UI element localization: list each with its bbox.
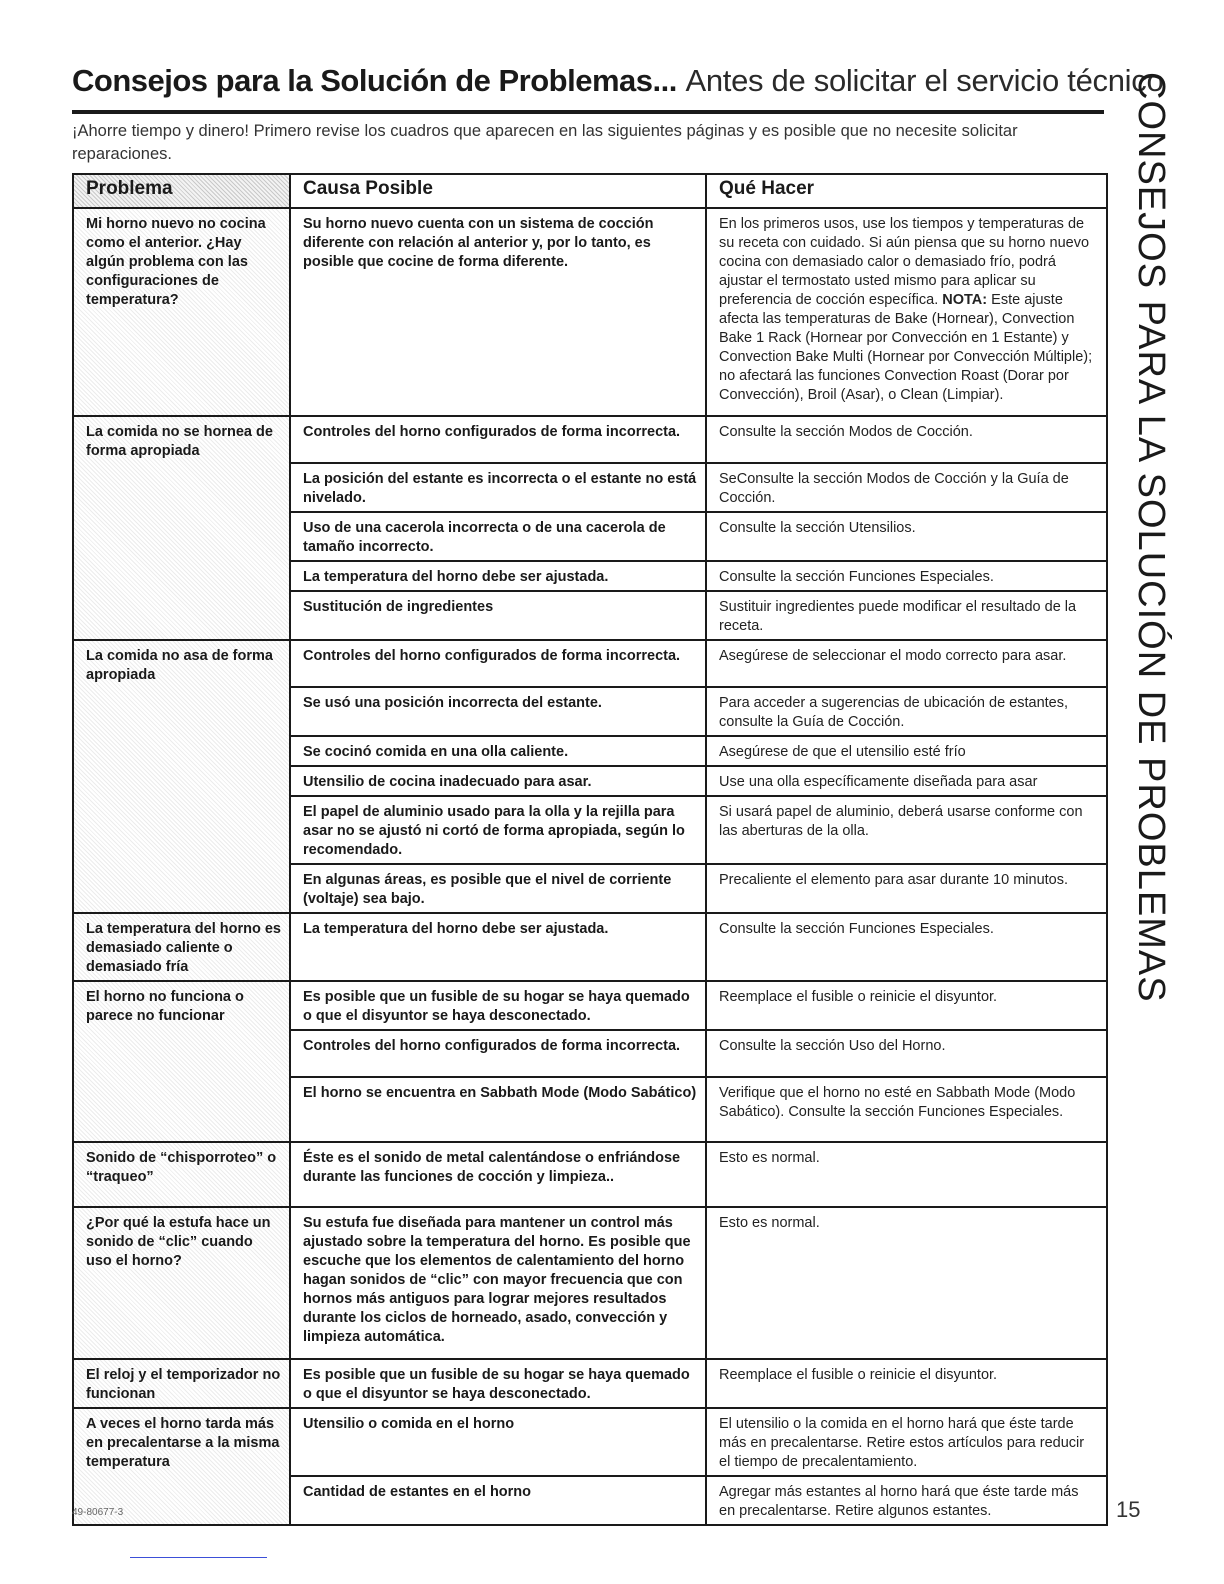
- problem-cell: Sonido de “chisporroteo” o “traqueo”: [73, 1142, 290, 1207]
- cause-cell: Sustitución de ingredientes: [290, 591, 706, 640]
- document-code: 49-80677-3: [72, 1507, 124, 1518]
- fix-cell: [706, 1077, 1107, 1142]
- cause-cell: Controles del horno configurados de forma incorrecta.: [290, 416, 706, 463]
- fix-cell: [706, 512, 1107, 561]
- title-divider: [72, 110, 1104, 114]
- troubleshooting-table: [72, 173, 1108, 1526]
- table-row: [73, 1207, 1107, 1359]
- fix-text: Para acceder a sugerencias de ubicación de estantes, consulte la Guía de Cocción.: [719, 695, 1069, 730]
- fix-text: Consulte la sección Utensilios.: [719, 520, 916, 536]
- page-title: [72, 62, 1164, 99]
- page-title-bold: Consejos para la Solución de Problemas...: [72, 63, 677, 98]
- cause-cell: Controles del horno configurados de forma incorrecta.: [290, 640, 706, 687]
- fix-text: Use una olla específicamente diseñada para asar: [719, 774, 1038, 790]
- cause-cell: Éste es el sonido de metal calentándose o enfriándose durante las funciones de cocción y limpieza..: [290, 1142, 706, 1207]
- page-title-subtitle: Antes de solicitar el servicio técnico: [685, 63, 1164, 98]
- fix-cell: [706, 1142, 1107, 1207]
- fix-cell: [706, 913, 1107, 981]
- table-body: [73, 208, 1107, 1525]
- fix-text: El utensilio o la comida en el horno hará que éste tarde más en precalentarse. Retire estos artículos para reducir el tiempo de precalentamiento.: [719, 1416, 1085, 1470]
- fix-cell: [706, 981, 1107, 1030]
- fix-note: Este ajuste afecta las temperaturas de Bake (Hornear), Convection Bake 1 Rack (Hornear por Convección en 1 Estante) y Convection Bake Multi (Hornear por Convección Múltiple); no afectará las funciones Convection Roast (Dorar por Convección), Broil (Asar), o Clean (Limpiar).: [719, 292, 1093, 403]
- fix-text: Si usará papel de aluminio, deberá usarse conforme con las aberturas de la olla.: [719, 804, 1083, 839]
- table-row: [73, 640, 1107, 687]
- cause-cell: Uso de una cacerola incorrecta o de una cacerola de tamaño incorrecto.: [290, 512, 706, 561]
- cause-cell: Se cocinó comida en una olla caliente.: [290, 736, 706, 766]
- table-row: [73, 1142, 1107, 1207]
- fix-text: Esto es normal.: [719, 1150, 820, 1166]
- table-row: [73, 208, 1107, 416]
- fix-cell: [706, 1207, 1107, 1359]
- fix-text: Consulte la sección Modos de Cocción.: [719, 424, 973, 440]
- cause-cell: En algunas áreas, es posible que el nivel de corriente (voltaje) sea bajo.: [290, 864, 706, 913]
- fix-text: Precaliente el elemento para asar durante 10 minutos.: [719, 872, 1069, 888]
- cause-cell: Su estufa fue diseñada para mantener un control más ajustado sobre la temperatura del horno. Es posible que escuche que los elementos de calentamiento del horno hagan sonidos de “clic” con mayor frecuencia que con hornos más antiguos para lograr mejores resultados durante los ciclos de horneado, asado, convección y limpieza automática.: [290, 1207, 706, 1359]
- problem-cell: ¿Por qué la estufa hace un sonido de “clic” cuando uso el horno?: [73, 1207, 290, 1359]
- problem-cell: Mi horno nuevo no cocina como el anterior. ¿Hay algún problema con las configuraciones de temperatura?: [73, 208, 290, 416]
- problem-cell: El reloj y el temporizador no funcionan: [73, 1359, 290, 1408]
- fix-text: Esto es normal.: [719, 1215, 820, 1231]
- fix-cell: [706, 208, 1107, 416]
- cause-cell: Es posible que un fusible de su hogar se haya quemado o que el disyuntor se haya desconectado.: [290, 981, 706, 1030]
- problem-cell: El horno no funciona o parece no funcionar: [73, 981, 290, 1142]
- table-header-row: [73, 174, 1107, 208]
- cause-cell: Utensilio de cocina inadecuado para asar.: [290, 766, 706, 796]
- fix-cell: [706, 463, 1107, 512]
- fix-text: En los primeros usos, use los tiempos y temperaturas de su receta con cuidado. Si aún piensa que su horno nuevo cocina con demasiado calor o demasiado frío, podrá ajustar el termostato usted mismo para aplicar su preferencia de cocción específica.: [719, 216, 1090, 308]
- fix-text: Consulte la sección Funciones Especiales.: [719, 569, 994, 585]
- fix-text: Consulte la sección Funciones Especiales.: [719, 921, 994, 937]
- table-row: [73, 913, 1107, 981]
- table-row: [73, 416, 1107, 463]
- fix-text: Asegúrese de seleccionar el modo correcto para asar.: [719, 648, 1067, 664]
- fix-cell: [706, 687, 1107, 736]
- fix-cell: [706, 640, 1107, 687]
- cause-cell: Cantidad de estantes en el horno: [290, 1476, 706, 1525]
- cause-cell: Controles del horno configurados de forma incorrecta.: [290, 1030, 706, 1077]
- problem-cell: La temperatura del horno es demasiado caliente o demasiado fría: [73, 913, 290, 981]
- footer-line: [130, 1557, 267, 1558]
- fix-text: Agregar más estantes al horno hará que éste tarde más en precalentarse. Retire algunos estantes.: [719, 1484, 1079, 1519]
- cause-cell: Se usó una posición incorrecta del estante.: [290, 687, 706, 736]
- fix-cell: [706, 1030, 1107, 1077]
- column-header-problem: Problema: [73, 174, 290, 208]
- fix-text: Reemplace el fusible o reinicie el disyuntor.: [719, 989, 998, 1005]
- fix-cell: [706, 864, 1107, 913]
- fix-cell: [706, 736, 1107, 766]
- fix-text: Consulte la sección Uso del Horno.: [719, 1038, 946, 1054]
- cause-cell: La temperatura del horno debe ser ajustada.: [290, 913, 706, 981]
- fix-text: Reemplace el fusible o reinicie el disyuntor.: [719, 1367, 998, 1383]
- page-number: 15: [1116, 1497, 1141, 1522]
- fix-cell: [706, 1359, 1107, 1408]
- cause-cell: Su horno nuevo cuenta con un sistema de cocción diferente con relación al anterior y, por lo tanto, es posible que cocine de forma diferente.: [290, 208, 706, 416]
- fix-text: SeConsulte la sección Modos de Cocción y la Guía de Cocción.: [719, 471, 1069, 506]
- fix-cell: [706, 591, 1107, 640]
- table-row: [73, 1359, 1107, 1408]
- cause-cell: La temperatura del horno debe ser ajustada.: [290, 561, 706, 591]
- side-section-title: CONSEJOS PARA LA SOLUCIÓN DE PROBLEMAS: [1130, 72, 1172, 1003]
- intro-text: ¡Ahorre tiempo y dinero! Primero revise los cuadros que aparecen en las siguientes páginas y es posible que no necesite solicitar reparaciones.: [72, 122, 1018, 163]
- table-row: [73, 981, 1107, 1030]
- table-row: [73, 1408, 1107, 1476]
- fix-text: Asegúrese de que el utensilio esté frío: [719, 744, 966, 760]
- fix-note-label: NOTA:: [942, 292, 988, 308]
- problem-cell: La comida no se hornea de forma apropiada: [73, 416, 290, 640]
- cause-cell: El papel de aluminio usado para la olla y la rejilla para asar no se ajustó ni cortó de forma apropiada, según lo recomendado.: [290, 796, 706, 864]
- problem-cell: A veces el horno tarda más en precalentarse a la misma temperatura: [73, 1408, 290, 1525]
- cause-cell: El horno se encuentra en Sabbath Mode (Modo Sabático): [290, 1077, 706, 1142]
- fix-cell: [706, 796, 1107, 864]
- fix-text: Sustituir ingredientes puede modificar el resultado de la receta.: [719, 599, 1077, 634]
- fix-cell: [706, 561, 1107, 591]
- fix-cell: [706, 1408, 1107, 1476]
- column-header-fix: Qué Hacer: [706, 174, 1107, 208]
- fix-cell: [706, 766, 1107, 796]
- problem-cell: La comida no asa de forma apropiada: [73, 640, 290, 913]
- cause-cell: Utensilio o comida en el horno: [290, 1408, 706, 1476]
- fix-cell: [706, 1476, 1107, 1525]
- fix-text: Verifique que el horno no esté en Sabbath Mode (Modo Sabático). Consulte la sección Funciones Especiales.: [719, 1085, 1076, 1120]
- fix-cell: [706, 416, 1107, 463]
- cause-cell: Es posible que un fusible de su hogar se haya quemado o que el disyuntor se haya desconectado.: [290, 1359, 706, 1408]
- column-header-cause: Causa Posible: [290, 174, 706, 208]
- cause-cell: La posición del estante es incorrecta o el estante no está nivelado.: [290, 463, 706, 512]
